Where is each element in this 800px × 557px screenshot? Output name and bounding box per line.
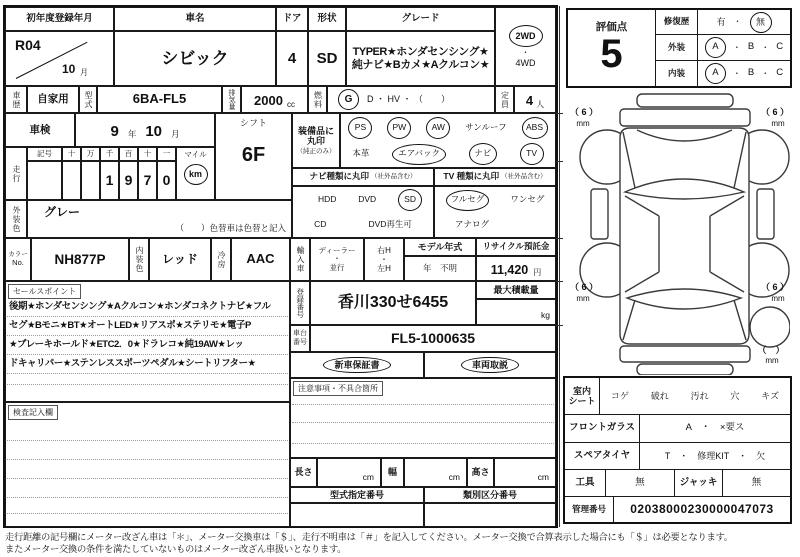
repair-history-label: 修復歴 (656, 10, 698, 35)
navi-type-row-2 (292, 213, 434, 238)
model-year-value: 年 不明 (404, 256, 476, 281)
spare-tire-label: スペアタイヤ (565, 443, 640, 470)
tv-type-row-1 (434, 186, 556, 213)
mileage-digit (81, 161, 100, 200)
ext-color-note: （ ）色替車は色替と記入 (175, 223, 286, 234)
tread-depth-front-right: （ 6 ） (760, 106, 789, 117)
type-number-value (290, 503, 424, 527)
mileage-digit: 1 (100, 161, 119, 200)
inspector-line (7, 513, 288, 514)
tick (556, 325, 563, 326)
windshield-label: フロントガラス (565, 415, 640, 443)
mileage-col-mark: 記号 (27, 147, 62, 161)
car-name-value: シビック (114, 31, 276, 86)
equipment-row-1 (340, 113, 556, 141)
class-number-header: 類別区分番号 (424, 487, 556, 503)
tv-type-row-2 (434, 213, 556, 238)
notes-line (292, 422, 554, 423)
spare-tire-value: T ・ 修理KIT ・ 欠 (640, 443, 790, 470)
manual-cell (424, 352, 556, 378)
equip-airbag-circled: エアバック (392, 144, 446, 165)
registration-label: 登録番号 (290, 281, 310, 325)
capacity-label: 定員 (495, 86, 514, 113)
displacement-value: 2000 cc (241, 86, 308, 113)
door-header: ドア (276, 7, 308, 31)
navi-dvd: DVD (358, 194, 377, 205)
model-year-header: モデル年式 (404, 238, 476, 256)
spare-tread-value: （ ） (757, 344, 785, 355)
navi-type-header: ナビ種類に丸印 （社外品含む） (292, 168, 434, 186)
first-reg-value (5, 31, 114, 86)
jack-label: ジャッキ (675, 470, 723, 497)
mileage-col: 万 (81, 147, 100, 161)
mileage-col: 千 (100, 147, 119, 161)
inspector-line (7, 497, 288, 498)
spare-tread-unit: mm (765, 356, 779, 366)
shift-cell: シフト 6F (215, 113, 292, 200)
fuel-label: 燃料 (308, 86, 327, 113)
tread-unit-rear-left: mm (576, 294, 590, 304)
history-label: 車歴 (5, 86, 27, 113)
seat-label: 室内 シート (565, 378, 600, 415)
grade-header: グレード (346, 7, 495, 31)
equip-pw-circled: PW (387, 117, 411, 139)
windshield-value: A ・ ×要ス (640, 415, 790, 443)
interior-color-value: レッド (149, 238, 211, 281)
tick (556, 161, 563, 162)
inspector-label-tab: 検査記入欄 (8, 405, 58, 420)
first-reg-month: 10 (62, 62, 76, 76)
width-value: cm (404, 458, 467, 487)
footer-note-line-1: 走行距離の記号欄にメーター改ざん車は「＊」、メーター交換車は「＄」、走行不明車は「＃」を記入してください。メーター交換で合算表示した場合にも「＄」は必要となります。 (5, 531, 733, 542)
sales-line: ★ブレーキホールド★ETC2．0★ドラレコ★純19AW★レッ (7, 336, 288, 355)
tread-depth-rear-left: （ 6 ） (569, 281, 598, 292)
max-load-header: 最大積載量 (476, 281, 556, 299)
ac-value: AAC (231, 238, 290, 281)
recycle-header: リサイクル預託金 (476, 238, 556, 256)
mileage-col: 十 (62, 147, 81, 161)
drive-type-cell: 2WD ・ 4WD (495, 7, 556, 86)
mgmt-number-value: 02038000230000047073 (630, 501, 774, 516)
mileage-digit: 7 (138, 161, 157, 200)
equip-navi-circled: ナビ (469, 143, 497, 165)
ext-color-label: 外装色 (5, 200, 27, 238)
mileage-col: 百 (119, 147, 138, 161)
drive-2wd-circled: 2WD (509, 25, 543, 47)
sales-section-border (5, 281, 290, 402)
inspection-value: 9 年 10 月 (75, 113, 215, 147)
registration-value: 香川330せ6455 (310, 281, 476, 325)
mileage-label: 走行 (5, 147, 27, 200)
equipment-label-cell: 装備品に 丸印 （純正のみ） (292, 113, 340, 168)
notes-line (292, 443, 554, 444)
height-label: 高さ (467, 458, 494, 487)
sales-line: セグ★Bモニ★BT★オートLED★リアスポ★ステリモ★電子P (7, 317, 288, 336)
mileage-col: 一 (157, 147, 176, 161)
first-reg-header: 初年度登録年月 (5, 7, 114, 31)
width-label: 幅 (381, 458, 404, 487)
inspector-line (7, 459, 288, 460)
tread-unit-front-left: mm (576, 119, 590, 129)
manual-circled: 車両取説 (461, 357, 519, 373)
ext-color-cell (27, 200, 292, 238)
history-value: 自家用 (27, 86, 79, 113)
grade-value: TYPER★ホンダセンシング★ 純ナビ★Bカメ★Aクルコン★ (346, 31, 495, 86)
mileage-digit (62, 161, 81, 200)
tread-unit-rear-right: mm (771, 294, 785, 304)
notes-line (292, 404, 554, 405)
sales-line: ドキャリパー★ステンレススポーツペダル★シートリフター★ (7, 355, 288, 374)
tools-value: 無 (606, 470, 675, 497)
equip-abs-circled: ABS (522, 117, 548, 139)
tick (556, 113, 563, 114)
tread-depth-front-left: （ 6 ） (569, 106, 598, 117)
notes-label-tab: 注意事項・不具合箇所 (293, 381, 383, 396)
footer-note-line-2: またメーター交換の条件を満たしていないものはメーター改ざん車扱いとなります。 (5, 543, 347, 554)
inspector-section (5, 402, 290, 527)
equip-leather: 本革 (352, 148, 370, 159)
panel-divider-line (559, 6, 560, 527)
interior-a-circled: A (705, 63, 726, 84)
max-load-value: kg (476, 299, 556, 325)
class-number-value (424, 503, 556, 527)
mileage-digit (27, 161, 62, 200)
equip-tv-circled: TV (520, 143, 544, 165)
equipment-row-2 (340, 141, 556, 168)
evaluation-label: 評価点 (595, 20, 628, 33)
exterior-a-circled: A (705, 37, 726, 58)
tread-depth-rear-right: （ 6 ） (760, 281, 789, 292)
mileage-unit-cell: マイル km (176, 147, 215, 200)
mileage-digit: 0 (157, 161, 176, 200)
sales-label-tab: セールスポイント (8, 284, 81, 299)
tools-label: 工具 (565, 470, 606, 497)
inspector-line (7, 478, 288, 479)
tick (556, 238, 563, 239)
type-number-header: 型式指定番号 (290, 487, 424, 503)
seat-items: コゲ 破れ 汚れ 穴 キズ (600, 378, 790, 415)
length-label: 長さ (290, 458, 317, 487)
equip-sunroof: サンルーフ (465, 121, 507, 132)
navi-hdd: HDD (317, 194, 337, 205)
car-top-view-diagram (575, 92, 790, 375)
mgmt-number-label: 管理番号 (565, 497, 614, 522)
tv-oneseg: ワンセグ (510, 194, 545, 205)
fuel-selected-circled: G (338, 89, 359, 110)
first-reg-year: R04 (15, 37, 41, 53)
navi-dvd-play: DVD再生可 (368, 219, 412, 230)
ext-color-value: グレー (44, 205, 81, 219)
tv-fullseg-circled: フルセグ (446, 190, 490, 211)
navi-sd-circled: SD (398, 189, 422, 211)
import-car-label: 輸入車 (290, 238, 310, 281)
km-circled: km (184, 164, 208, 185)
recycle-value: 11,420 円 (476, 256, 556, 281)
jack-value: 無 (723, 470, 790, 497)
car-name-header: 車名 (114, 7, 276, 31)
inspection-label: 車検 (5, 113, 75, 147)
tick (556, 281, 563, 282)
model-code-label: 型式 (79, 86, 97, 113)
repair-history-value: 有 ・ 無 (698, 10, 790, 35)
length-value: cm (317, 458, 381, 487)
height-value: cm (494, 458, 556, 487)
color-no-value: NH877P (31, 238, 129, 281)
first-reg-month-unit: 月 (80, 68, 88, 77)
navi-type-row-1 (292, 186, 434, 213)
import-dealer-cell: ディーラー ・ 並行 (310, 238, 364, 281)
exterior-grade-label: 外装 (656, 35, 698, 61)
interior-grade-value: A ・ B ・ C (698, 61, 790, 86)
mileage-col: 十 (138, 147, 157, 161)
displacement-label: 排気量 (222, 86, 241, 113)
evaluation-score: 5 (600, 32, 623, 77)
exterior-grade-value: A ・ B ・ C (698, 35, 790, 61)
equip-aw-circled: AW (426, 117, 450, 139)
interior-color-label: 内装色 (129, 238, 149, 281)
warranty-cell (290, 352, 424, 378)
tv-type-header: TV 種類に丸印 （社外品含む） (434, 168, 556, 186)
fuel-value: G D ・ HV ・ （ ） (327, 86, 495, 113)
model-code-value: 6BA-FL5 (97, 86, 222, 113)
shape-header: 形状 (308, 7, 346, 31)
import-handle-cell: 右H ・ 左H (364, 238, 404, 281)
shape-value: SD (308, 31, 346, 86)
chassis-label: 車台 番号 (290, 325, 310, 352)
capacity-value: 4 人 (514, 86, 556, 113)
inspector-line (7, 440, 288, 441)
chassis-value: FL5-1000635 (310, 325, 556, 352)
interior-grade-label: 内装 (656, 61, 698, 86)
color-no-label: カラー No. (5, 238, 31, 281)
ac-label: 冷房 (211, 238, 231, 281)
navi-cd: CD (314, 219, 327, 230)
equip-ps-circled: PS (348, 117, 372, 139)
repair-no-circled: 無 (750, 12, 772, 33)
tread-unit-front-right: mm (771, 119, 785, 129)
door-value: 4 (276, 31, 308, 86)
mileage-digit: 9 (119, 161, 138, 200)
tv-analog: アナログ (455, 219, 490, 230)
warranty-circled: 新車保証書 (323, 357, 390, 373)
sales-line: 後期★ホンダセンシング★Aクルコン★ホンダコネクトナビ★フル (7, 298, 288, 317)
evaluation-score-cell (568, 10, 656, 86)
